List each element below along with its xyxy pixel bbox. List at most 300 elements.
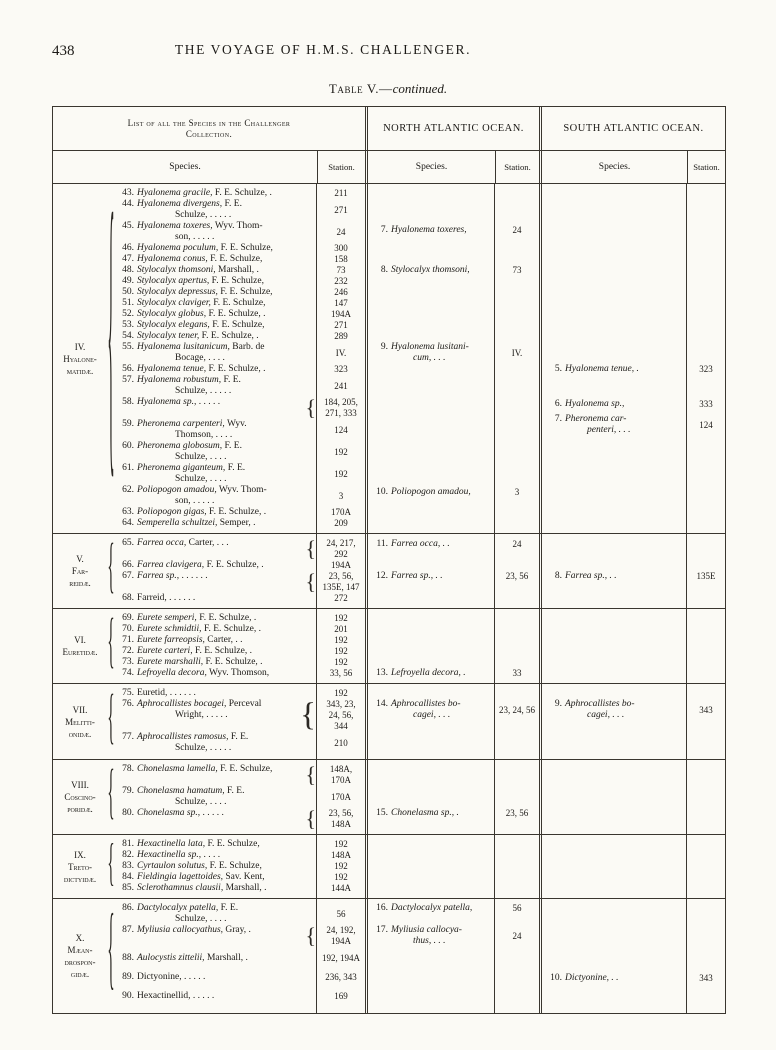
species-authority: Schulze, . . . . (175, 452, 227, 462)
station-line: 3 (338, 490, 344, 501)
family-label-line: Melitti- (65, 716, 95, 727)
species-name-line (137, 972, 317, 983)
species-authority: Schulze, . . . . . (175, 210, 232, 220)
species-name-italic: Hyalonema robustum, (137, 375, 222, 385)
species-name-line (137, 657, 317, 668)
species-row (117, 560, 365, 571)
station-brace-icon: { (305, 922, 316, 948)
species-row (117, 463, 365, 485)
species-name-line (137, 743, 317, 754)
species-name-italic: Hexactinella lata, (137, 839, 206, 849)
station-line: 343 (699, 704, 713, 715)
species-authority: Gray, . (223, 925, 251, 935)
station-value (317, 925, 365, 947)
species-authority: Marshall, . (204, 953, 248, 963)
species-name-italic: Poliopogon amadou, (137, 485, 217, 495)
species-authority: Sav. Kent, (223, 872, 265, 882)
running-title: THE VOYAGE OF H.M.S. CHALLENGER. (174, 42, 472, 57)
family-label-line: Euretidæ. (62, 647, 98, 657)
station-value (317, 909, 365, 920)
north-atlantic-cell (365, 534, 539, 608)
species-name (137, 861, 317, 872)
family-brace-icon: { (107, 903, 115, 1003)
station-line: 170A (331, 775, 351, 785)
family-label-line: VII. (72, 704, 88, 715)
collection-subheader (53, 151, 365, 183)
species-authority: Schulze, . . . . . (175, 743, 232, 753)
species-name (137, 254, 317, 265)
species-authority: F. E. (218, 903, 239, 913)
species-name (565, 699, 687, 721)
species-name (565, 399, 687, 410)
station-brace-icon: { (305, 535, 316, 561)
station-line: 24, 56, (328, 710, 354, 720)
species-name-italic: Hyalonema toxeres, (137, 221, 213, 231)
species-number: 7. (554, 414, 562, 424)
species-name (137, 243, 317, 254)
species-name-line (137, 903, 317, 914)
station-line: 148A, (329, 764, 353, 774)
species-row (373, 539, 539, 550)
species-name-italic: Hyalonema poculum, (137, 243, 219, 253)
station-line: 3 (514, 487, 520, 497)
species-name-line (137, 254, 317, 265)
species-name (137, 518, 317, 529)
station-value (317, 991, 365, 1002)
species-name-italic: Aphrocallistes ramosus, (137, 732, 229, 742)
station-value (317, 491, 365, 502)
species-authority: Bocage, . . . . (175, 353, 225, 363)
species-authority: Farreid, . . . . . . (137, 593, 196, 603)
species-name (137, 342, 317, 364)
species-number: 49. (122, 276, 134, 286)
family-brace-icon: { (107, 610, 115, 677)
family-label-line: matidæ. (66, 365, 94, 376)
collection-cell (53, 684, 365, 759)
species-name-line (137, 861, 317, 872)
species-name (137, 331, 317, 342)
species-name (391, 225, 495, 236)
species-name (137, 953, 317, 964)
species-row (117, 624, 365, 635)
species-name (137, 972, 317, 983)
station-value (317, 738, 365, 749)
species-name (137, 786, 317, 808)
species-name-line (137, 883, 317, 894)
species-authority: . . . . (201, 850, 221, 860)
species-authority: . . . . . . (179, 571, 208, 581)
species-name-line (137, 210, 317, 221)
family-label-line: poridæ. (67, 804, 93, 814)
species-row (547, 571, 725, 582)
species-number: 76. (122, 699, 134, 709)
station-line: 192 (334, 446, 348, 457)
species-name (391, 342, 495, 364)
north-atlantic-cell (365, 899, 539, 1013)
species-name-italic: Farrea sp., . . (565, 571, 617, 581)
collection-cell (53, 177, 365, 533)
station-line: 170A (331, 507, 351, 517)
table-section-iv (53, 177, 725, 534)
station-line: 24 (512, 225, 522, 235)
species-name (391, 668, 495, 679)
species-name-line (137, 375, 317, 386)
species-authority: F. E. Schulze, (209, 276, 264, 286)
species-name-italic: Eurete marshalli, (137, 657, 204, 667)
species-name-line (391, 265, 495, 276)
species-number: 50. (122, 287, 134, 297)
species-name-italic: Dictyonine, . . (565, 973, 619, 983)
species-name (137, 668, 317, 679)
species-name-line (391, 903, 495, 914)
species-name-line (137, 265, 317, 276)
station-line: 241 (334, 380, 348, 391)
family-label-line: gidæ. (70, 969, 90, 979)
species-name (137, 397, 305, 419)
species-name (391, 265, 495, 276)
species-row (117, 732, 365, 754)
species-name-italic: Stylocalyx apertus, (137, 276, 210, 286)
station-line: 271 (334, 204, 348, 215)
species-name-line (137, 732, 317, 743)
species-name-italic: Aphrocallistes bocagei, (137, 699, 227, 709)
species-authority: Barb. de (229, 342, 265, 352)
species-name-line (565, 710, 687, 721)
species-number: 47. (122, 254, 134, 264)
species-authority: . . . . . (196, 397, 221, 407)
species-name-italic: Eurete schmidtii, (137, 624, 202, 634)
species-name (137, 538, 305, 560)
species-authority: Schulze, . . . . (175, 914, 227, 924)
station-line: 184, 205, (324, 397, 358, 407)
species-authority: F. E. Schulze, . (206, 364, 266, 374)
species-authority: F. E. (222, 441, 242, 451)
species-name-italic: Farrea clavigera, (137, 560, 205, 570)
species-row (117, 394, 365, 420)
species-authority: F. E. Schulze, . (212, 188, 272, 198)
species-name-italic: Lefroyella decora, (137, 668, 207, 678)
station-value (687, 973, 725, 984)
species-name (137, 732, 317, 754)
species-number: 57. (122, 375, 134, 385)
species-authority: Wright, . . . . . (175, 710, 228, 720)
species-authority: Schulze, . . . . (175, 474, 227, 484)
station-value (495, 348, 539, 359)
species-name-line (137, 635, 317, 646)
station-line: 209 (334, 518, 348, 528)
species-name-line (391, 668, 495, 679)
species-row (117, 991, 365, 1002)
species-name-italic: Semperella schultzei, (137, 518, 218, 528)
species-name-line (137, 496, 317, 507)
species-name-italic: Myliusia callocyathus, (137, 925, 224, 935)
species-row (117, 699, 365, 732)
species-row (117, 861, 365, 872)
species-name-italic: Aphrocallistes bo- (565, 699, 635, 709)
family-brace-icon: { (107, 686, 115, 753)
south-atlantic-cell (539, 835, 725, 898)
station-line: 144A (331, 883, 351, 893)
station-value (495, 225, 539, 236)
species-row (117, 972, 365, 983)
species-row (117, 298, 365, 309)
station-value (317, 839, 365, 850)
species-name-line (137, 808, 305, 819)
south-atlantic-cell (539, 184, 725, 533)
species-row (373, 808, 539, 819)
species-row (117, 419, 365, 441)
south-atlantic-cell (539, 760, 725, 834)
species-number: 69. (122, 613, 134, 623)
species-row (117, 254, 365, 265)
species-name-italic: Dactylocalyx patella, (391, 903, 473, 913)
station-line: 23, 56, (328, 808, 354, 818)
station-value (495, 265, 539, 276)
species-name-italic: Sclerothamnus clausii, (137, 883, 224, 893)
species-name-italic: cagei, . . . (413, 710, 451, 720)
species-list (117, 760, 365, 834)
species-name (137, 808, 305, 830)
station-value (317, 688, 365, 699)
species-name-line (137, 786, 317, 797)
station-value (495, 487, 539, 498)
species-name (565, 414, 687, 436)
station-line: 24 (336, 226, 346, 237)
species-name (137, 298, 317, 309)
family-label-line: Far- (71, 566, 89, 576)
species-row (117, 375, 365, 397)
station-line: 158 (334, 254, 348, 264)
station-value (317, 507, 365, 518)
species-list (117, 684, 365, 758)
station-line: 147 (334, 298, 348, 308)
species-name-italic: Stylocalyx depressus, (137, 287, 218, 297)
species-row (547, 399, 725, 410)
species-name (137, 309, 317, 320)
species-name-italic: Eurete farreopsis, (137, 635, 205, 645)
species-name-line (391, 936, 495, 947)
south-atlantic-cell (539, 899, 725, 1013)
species-name-italic: Hyalonema divergens, (137, 199, 223, 209)
station-line: 135E (696, 571, 716, 581)
species-name (137, 925, 305, 947)
station-line: 194A (331, 309, 351, 319)
station-value (317, 668, 365, 679)
species-name (137, 221, 317, 243)
station-line: 343, 23, (326, 699, 356, 709)
species-number: 6. (554, 399, 562, 409)
species-number: 52. (122, 309, 134, 319)
species-number: 87. (122, 925, 134, 935)
species-name-line (137, 430, 317, 441)
station-line: 201 (334, 624, 348, 634)
species-name-line (137, 353, 317, 364)
species-number: 17. (376, 925, 388, 935)
station-line: 56 (336, 908, 346, 919)
species-number: 9. (380, 342, 388, 352)
station-line: 23, 24, 56 (499, 704, 535, 715)
species-row (547, 699, 725, 721)
species-number: 89. (122, 972, 134, 982)
species-name-line (565, 571, 687, 582)
species-number: 46. (122, 243, 134, 253)
station-line: 169 (334, 991, 348, 1001)
collection-group-title-line1: List of all the Species in the Challenger (127, 117, 291, 128)
species-name-italic: Hyalonema sp., (565, 399, 625, 409)
species-name-line (391, 539, 495, 550)
south-atlantic-cell (539, 609, 725, 683)
species-name-italic: Chonelasma lamella, (137, 764, 218, 774)
table-caption (52, 81, 724, 97)
species-name-line (137, 232, 317, 243)
species-number: 70. (122, 624, 134, 634)
species-number: 44. (122, 199, 134, 209)
species-row (117, 276, 365, 287)
species-authority: F. E. Schulze, (209, 320, 265, 330)
species-name (137, 441, 317, 463)
species-name (137, 507, 317, 518)
species-number: 55. (122, 342, 134, 352)
species-number: 73. (122, 657, 134, 667)
species-name (137, 265, 317, 276)
species-name-line (565, 364, 687, 375)
station-line: 33, 56 (329, 668, 353, 678)
species-authority: F. E. Schulze, (210, 298, 266, 308)
species-name-line (137, 699, 300, 710)
species-list (117, 609, 365, 683)
species-row (373, 925, 539, 947)
station-value (687, 364, 725, 375)
species-name-line (137, 839, 317, 850)
species-number: 13. (376, 668, 388, 678)
species-authority: Euretid, . . . . . . (137, 688, 196, 698)
station-value (495, 705, 539, 716)
family-brace-icon: { (107, 535, 115, 602)
family-label (53, 609, 107, 683)
species-row (373, 903, 539, 914)
species-authority: Wyv. Thomson, (206, 668, 270, 678)
species-name (137, 287, 317, 298)
species-name-italic: Farrea sp., . . (391, 571, 443, 581)
species-authority: F. E. (222, 199, 242, 209)
species-name-italic: Aulocystis zittelii, (137, 953, 205, 963)
species-row (117, 668, 365, 679)
station-value (317, 646, 365, 657)
station-line: 124 (334, 424, 348, 435)
species-name-line (137, 243, 317, 254)
station-value (317, 381, 365, 392)
species-name-line (391, 710, 495, 721)
station-brace-icon: { (305, 568, 316, 594)
species-name (137, 764, 305, 786)
species-authority: F. E. Schulze, . (201, 624, 261, 634)
species-row (117, 805, 365, 831)
station-value (317, 518, 365, 529)
species-authority: Carter, . . . (186, 538, 229, 548)
family-label-line: IX. (74, 849, 86, 860)
species-authority: Dictyonine, . . . . . (137, 972, 206, 982)
collection-group-header (53, 107, 365, 150)
species-name-line (137, 309, 317, 320)
species-row (117, 883, 365, 894)
species-name (137, 593, 317, 604)
species-authority: Schulze, . . . . . (175, 386, 232, 396)
station-value (317, 850, 365, 861)
station-value (317, 792, 365, 803)
station-line: IV. (335, 347, 347, 358)
species-name-italic: Stylocalyx tener, (137, 331, 200, 341)
station-value (317, 635, 365, 646)
species-name-line (137, 624, 317, 635)
station-line: 344 (334, 721, 348, 731)
species-number: 12. (376, 571, 388, 581)
station-line: 292 (334, 549, 348, 559)
species-row (117, 903, 365, 925)
species-name-italic: Chonelasma hamatum, (137, 786, 225, 796)
family-label (53, 184, 107, 533)
species-name (137, 646, 317, 657)
species-name-line (137, 710, 300, 721)
species-name-italic: Hyalonema sp., (137, 397, 197, 407)
species-name-italic: Stylocalyx elegans, (137, 320, 210, 330)
family-brace-icon: { (107, 761, 115, 828)
species-row (117, 364, 365, 375)
station-line: 236, 343 (325, 972, 357, 982)
species-list (117, 184, 365, 533)
species-row (117, 646, 365, 657)
species-name (137, 850, 317, 861)
station-value (317, 538, 365, 560)
species-row (117, 265, 365, 276)
species-name-line (137, 593, 317, 604)
species-name-italic: Pheronema car- (565, 414, 627, 424)
table-subheader-row (53, 151, 725, 184)
station-value (317, 953, 365, 964)
table-caption-continued: continued. (392, 81, 448, 96)
table-section-ix (53, 835, 725, 899)
table-caption-prefix: Table V.— (328, 81, 393, 96)
species-authority: F. E. (228, 732, 249, 742)
station-line: 33 (512, 668, 522, 678)
species-name-italic: Myliusia callocya- (391, 925, 462, 935)
species-authority: F. E. (224, 786, 245, 796)
species-row (117, 199, 365, 221)
family-label-line: reidæ. (69, 578, 91, 588)
station-value (317, 287, 365, 298)
station-value (495, 903, 539, 914)
station-line: 333 (699, 399, 713, 409)
species-name (137, 613, 317, 624)
family-label-line: V. (76, 554, 84, 564)
species-name-line (137, 199, 317, 210)
south-atlantic-cell (539, 534, 725, 608)
station-value (317, 331, 365, 342)
species-number: 71. (122, 635, 134, 645)
species-row (117, 635, 365, 646)
species-number: 63. (122, 507, 134, 517)
north-atlantic-cell (365, 835, 539, 898)
station-line: 23, 56, (328, 571, 354, 581)
station-line: 192 (334, 613, 348, 623)
species-row (373, 668, 539, 679)
species-authority: Wyv. Thom- (216, 485, 267, 495)
species-name-italic: Hyalonema toxeres, (391, 225, 467, 235)
station-value (317, 560, 365, 571)
species-name-line (137, 668, 317, 679)
species-row (373, 225, 539, 236)
species-name-line (137, 507, 317, 518)
station-line: 23, 56 (505, 571, 529, 581)
